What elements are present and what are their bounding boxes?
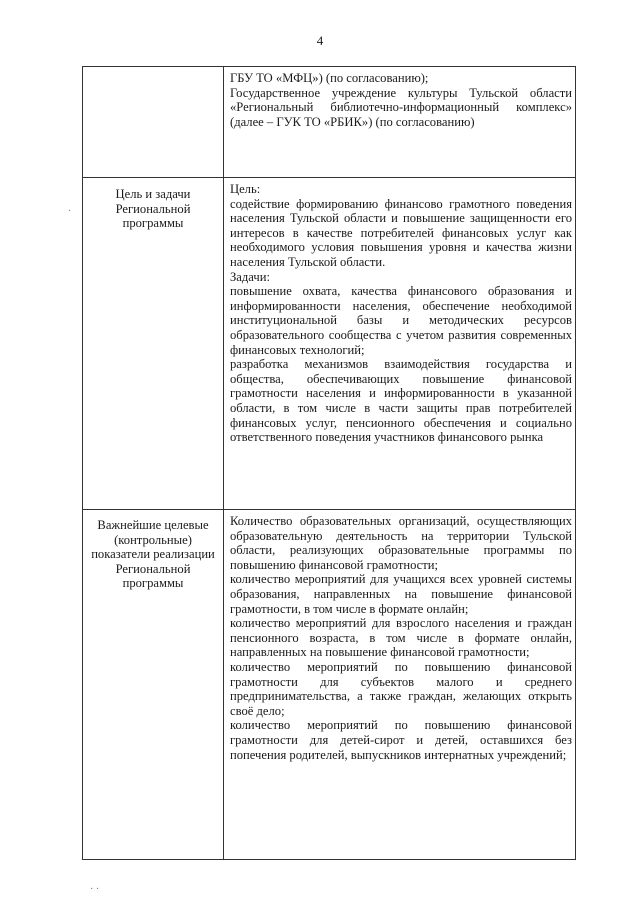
content-paragraph: разработка механизмов взаимодействия государства и общества, обеспечивающих повышение финансовой грамотности населения и информированности в указанной области, в том числе в части защиты прав потребителей финансовых услуг, пенсионного обеспечения и социально ответственного поведения участников финансового рынка: [230, 357, 572, 445]
content-paragraph: ГБУ ТО «МФЦ») (по согласованию);: [230, 71, 429, 85]
scan-speck: · ·: [90, 884, 100, 895]
content-paragraph: Государственное учреждение культуры Тульской области «Региональный библиотечно-информационный комплекс» (далее – ГУК ТО «РБИК») (по согласованию): [230, 85, 572, 129]
content-paragraph: содействие формированию финансово грамотного поведения населения Тульской области и повышение защищенности его интересов в качестве потребителей финансовых услуг как необходимого условия повышения уровня и качества жизни населения Тульской области.: [230, 196, 572, 269]
row-label: Важнейшие целевые (контрольные) показатели реализации Региональной программы: [83, 510, 224, 860]
scan-speck: ·: [68, 206, 72, 217]
content-paragraph: Цель:: [230, 182, 261, 196]
row-content: [224, 178, 576, 510]
content-paragraph: Количество образовательных организаций, осуществляющих образовательную деятельность на территории Тульской области, реализующих образовательные программы по повышению финансовой грамотности;: [230, 514, 572, 572]
content-paragraph: количество мероприятий по повышению финансовой грамотности для субъектов малого и среднего предпринимательства, а также граждан, желающих открыть своё дело;: [230, 659, 572, 718]
content-paragraph: повышение охвата, качества финансового образования и информированности населения, обеспечение необходимой институциональной базы и методических ресурсов образовательного сообщества с учетом развития современных финансовых технологий;: [230, 284, 572, 357]
content-paragraph: Задачи:: [230, 269, 270, 284]
content-paragraph: количество мероприятий по повышению финансовой грамотности для детей-сирот и детей, оставшихся без попечения родителей, выпускников интернатных учреждений;: [230, 718, 572, 762]
content-paragraph: количество мероприятий для учащихся всех уровней системы образования, направленных на повышение финансовой грамотности, в том числе в формате онлайн;: [230, 572, 572, 616]
row-label: [83, 67, 224, 178]
row-content: [224, 67, 576, 178]
page-number: 4: [316, 33, 324, 48]
table-row: [83, 67, 576, 178]
table-row: [83, 510, 576, 860]
program-passport-table: [82, 66, 576, 860]
row-content: [224, 510, 576, 860]
content-paragraph: количество мероприятий для взрослого населения и граждан пенсионного возраста, в том числе в формате онлайн, направленных на повышение финансовой грамотности;: [230, 616, 572, 660]
row-label: Цель и задачи Региональной программы: [83, 178, 224, 510]
table-row: [83, 178, 576, 510]
